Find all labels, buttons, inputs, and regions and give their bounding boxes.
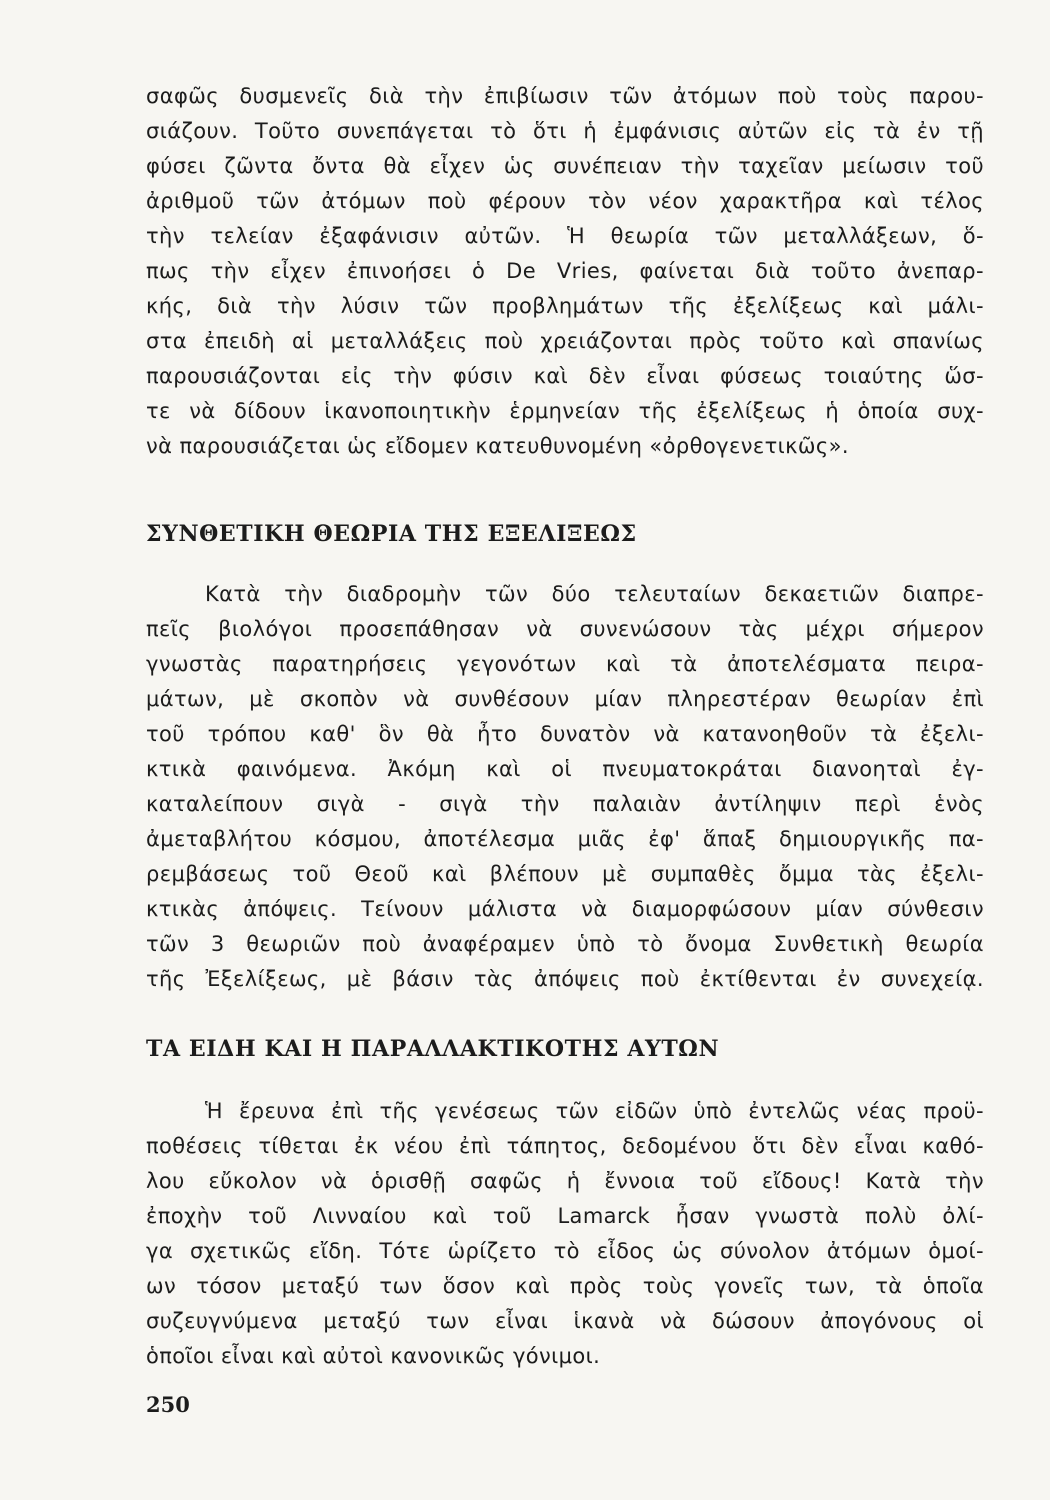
text-line: πεῖς βιολόγοι προσεπάθησαν νὰ συνενώσουν τὰς μέχρι σήμερον (146, 617, 984, 641)
text-line: ἀμεταβλήτου κόσμου, ἀποτέλεσμα μιᾶς ἐφ' ἅπαξ δημιουργικῆς πα- (146, 827, 984, 851)
text-line: νὰ παρουσιάζεται ὡς εἴδομεν κατευθυνομένη «ὀρθογενετικῶς». (146, 434, 849, 458)
text-line: ποθέσεις τίθεται ἐκ νέου ἐπὶ τάπητος, δεδομένου ὅτι δὲν εἶναι καθό- (146, 1134, 984, 1158)
text-line: τῆς Ἐξελίξεως, μὲ βάσιν τὰς ἀπόψεις ποὺ ἐκτίθενται ἐν συνεχείᾳ. (146, 967, 984, 991)
text-line: στα ἐπειδὴ αἱ μεταλλάξεις ποὺ χρειάζονται πρὸς τοῦτο καὶ σπανίως (146, 329, 984, 353)
text-line: παρουσιάζονται εἰς τὴν φύσιν καὶ δὲν εἶναι φύσεως τοιαύτης ὥσ- (146, 364, 984, 388)
text-line: πως τὴν εἶχεν ἐπινοήσει ὁ De Vries, φαίνεται διὰ τοῦτο ἀνεπαρ- (146, 259, 984, 283)
text-line: Κατὰ τὴν διαδρομὴν τῶν δύο τελευταίων δεκαετιῶν διαπρε- (205, 582, 984, 606)
text-line: τε νὰ δίδουν ἱκανοποιητικὴν ἑρμηνείαν τῆς ἐξελίξεως ἡ ὁποία συχ- (146, 399, 984, 423)
text-line: γα σχετικῶς εἴδη. Τότε ὡρίζετο τὸ εἶδος ὡς σύνολον ἀτόμων ὁμοί- (146, 1239, 984, 1263)
text-line: σιάζουν. Τοῦτο συνεπάγεται τὸ ὅτι ἡ ἐμφάνισις αὐτῶν εἰς τὰ ἐν τῇ (146, 119, 984, 143)
section-heading: ΣΥΝΘΕΤΙΚΗ ΘΕΩΡΙΑ ΤΗΣ ΕΞΕΛΙΞΕΩΣ (146, 521, 637, 547)
text-line: σαφῶς δυσμενεῖς διὰ τὴν ἐπιβίωσιν τῶν ἀτόμων ποὺ τοὺς παρου- (146, 84, 984, 108)
page-number: 250 (146, 1392, 190, 1417)
text-line: κής, διὰ τὴν λύσιν τῶν προβλημάτων τῆς ἐξελίξεως καὶ μάλι- (146, 294, 984, 318)
text-line: συζευγνύμενα μεταξύ των εἶναι ἱκανὰ νὰ δώσουν ἀπογόνους οἱ (146, 1309, 984, 1333)
text-line: ων τόσον μεταξύ των ὅσον καὶ πρὸς τοὺς γονεῖς των, τὰ ὁποῖα (146, 1274, 984, 1298)
text-line: ρεμβάσεως τοῦ Θεοῦ καὶ βλέπουν μὲ συμπαθὲς ὄμμα τὰς ἐξελι- (146, 862, 984, 886)
text-line: κτικὰς ἀπόψεις. Τείνουν μάλιστα νὰ διαμορφώσουν μίαν σύνθεσιν (146, 897, 984, 921)
text-line: φύσει ζῶντα ὄντα θὰ εἶχεν ὡς συνέπειαν τὴν ταχεῖαν μείωσιν τοῦ (146, 154, 984, 178)
text-line: Ἡ ἔρευνα ἐπὶ τῆς γενέσεως τῶν εἰδῶν ὑπὸ ἐντελῶς νέας προϋ- (205, 1099, 984, 1123)
text-line: καταλείπουν σιγὰ - σιγὰ τὴν παλαιὰν ἀντίληψιν περὶ ἑνὸς (146, 792, 984, 816)
text-line: τοῦ τρόπου καθ' ὃν θὰ ἦτο δυνατὸν νὰ κατανοηθοῦν τὰ ἐξελι- (146, 722, 984, 746)
text-line: ἀριθμοῦ τῶν ἀτόμων ποὺ φέρουν τὸν νέον χαρακτῆρα καὶ τέλος (146, 189, 984, 213)
text-line: ἐποχὴν τοῦ Λινναίου καὶ τοῦ Lamarck ἦσαν γνωστὰ πολὺ ὀλί- (146, 1204, 984, 1228)
text-line: γνωστὰς παρατηρήσεις γεγονότων καὶ τὰ ἀποτελέσματα πειρα- (146, 652, 984, 676)
text-line: μάτων, μὲ σκοπὸν νὰ συνθέσουν μίαν πληρεστέραν θεωρίαν ἐπὶ (146, 687, 984, 711)
text-line: ὁποῖοι εἶναι καὶ αὐτοὶ κανονικῶς γόνιμοι. (146, 1344, 601, 1368)
text-line: τὴν τελείαν ἐξαφάνισιν αὐτῶν. Ἡ θεωρία τῶν μεταλλάξεων, ὅ- (146, 224, 984, 248)
section-heading: ΤΑ ΕΙΔΗ ΚΑΙ Η ΠΑΡΑΛΛΑΚΤΙΚΟΤΗΣ ΑΥΤΩΝ (146, 1036, 720, 1062)
text-line: λου εὔκολον νὰ ὁρισθῇ σαφῶς ἡ ἔννοια τοῦ εἴδους! Κατὰ τὴν (146, 1169, 984, 1193)
text-line: τῶν 3 θεωριῶν ποὺ ἀναφέραμεν ὑπὸ τὸ ὄνομα Συνθετικὴ θεωρία (146, 932, 984, 956)
text-line: κτικὰ φαινόμενα. Ἀκόμη καὶ οἱ πνευματοκράται διανοηταὶ ἐγ- (146, 757, 984, 781)
